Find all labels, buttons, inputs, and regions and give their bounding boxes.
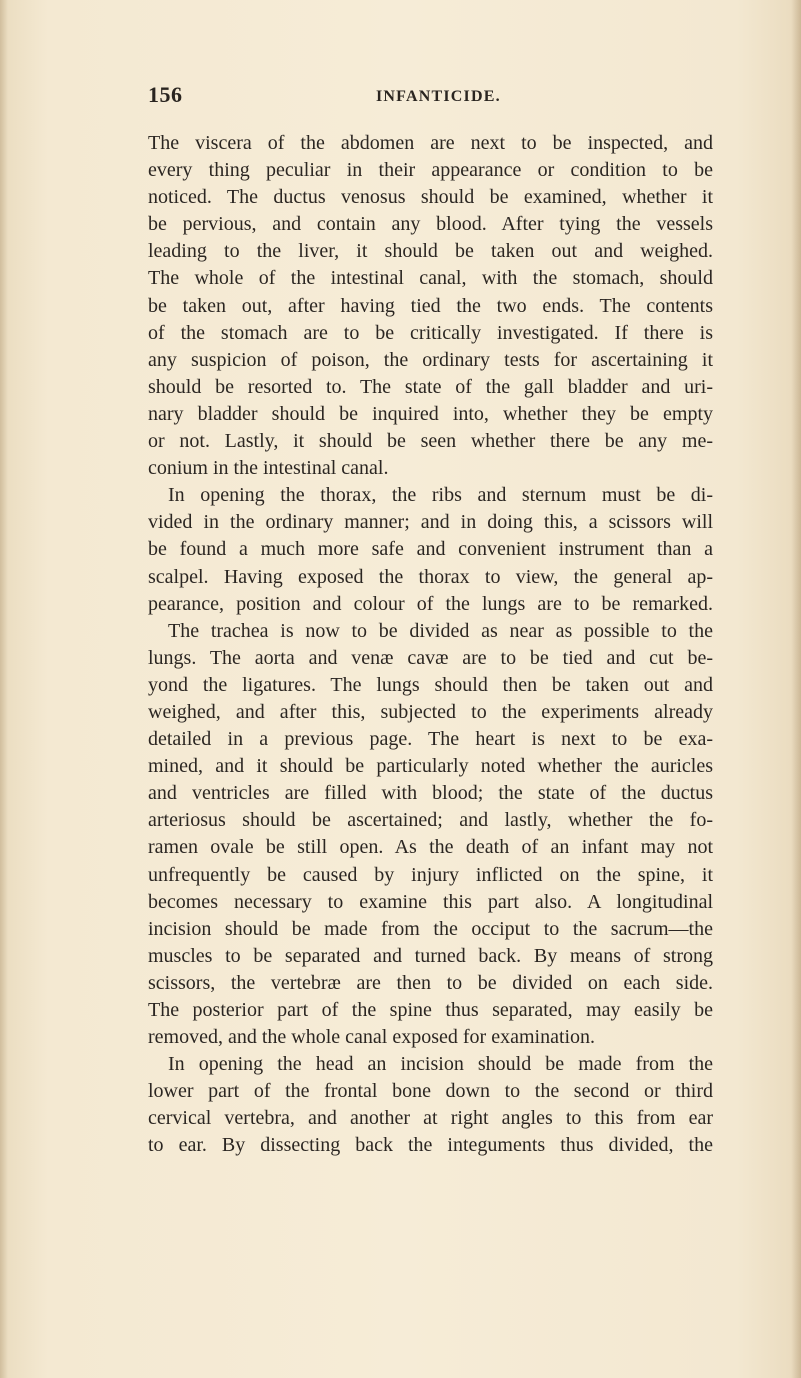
text-line: In opening the head an incision should be made from the: [168, 1053, 713, 1076]
text-line: unfrequently be caused by injury inflicted on the spine, it: [148, 863, 713, 886]
page-right-shadow: [791, 0, 801, 1378]
text-line: vided in the ordinary manner; and in doing this, a scissors will: [148, 511, 713, 534]
running-head: INFANTICIDE.: [376, 88, 501, 105]
text-line: noticed. The ductus venosus should be examined, whether it: [148, 186, 713, 209]
text-line: incision should be made from the occiput to the sacrum—the: [148, 917, 713, 940]
text-line: yond the ligatures. The lungs should then be taken out and: [148, 673, 713, 696]
text-line: any suspicion of poison, the ordinary tests for ascertaining it: [148, 348, 713, 371]
text-line: and ventricles are filled with blood; the state of the ductus: [148, 782, 713, 805]
page-header: [148, 82, 708, 112]
text-line: every thing peculiar in their appearance or condition to be: [148, 159, 713, 182]
text-line: The posterior part of the spine thus separated, may easily be: [148, 999, 713, 1021]
text-line: ramen ovale be still open. As the death of an infant may not: [148, 836, 713, 859]
text-line: lower part of the frontal bone down to the second or third: [148, 1080, 713, 1103]
page-left-shadow: [0, 0, 8, 1378]
text-line: The whole of the intestinal canal, with the stomach, should: [148, 267, 713, 290]
text-line: weighed, and after this, subjected to the experiments already: [148, 700, 713, 723]
text-line: lungs. The aorta and venæ cavæ are to be tied and cut be-: [148, 646, 713, 669]
text-line: scalpel. Having exposed the thorax to view, the general ap-: [148, 565, 713, 588]
body-text: [148, 130, 713, 1160]
text-line: mined, and it should be particularly noted whether the auricles: [148, 755, 713, 778]
text-line: be taken out, after having tied the two ends. The contents: [148, 294, 713, 317]
text-line: The trachea is now to be divided as near as possible to the: [168, 619, 713, 642]
text-line: muscles to be separated and turned back. By means of strong: [148, 944, 713, 967]
text-line: becomes necessary to examine this part also. A longitudinal: [148, 890, 713, 913]
text-line: cervical vertebra, and another at right angles to this from ear: [148, 1107, 713, 1130]
text-line: should be resorted to. The state of the gall bladder and uri-: [148, 375, 713, 398]
text-line: The viscera of the abdomen are next to be inspected, and: [148, 132, 713, 154]
text-line: be pervious, and contain any blood. After tying the vessels: [148, 213, 713, 236]
text-line: leading to the liver, it should be taken out and weighed.: [148, 240, 713, 263]
text-line: or not. Lastly, it should be seen whether there be any me-: [148, 430, 713, 453]
text-line: detailed in a previous page. The heart is next to be exa-: [148, 728, 713, 751]
text-line: be found a much more safe and convenient instrument than a: [148, 538, 713, 561]
text-line: pearance, position and colour of the lungs are to be remarked.: [148, 592, 713, 615]
text-line: arteriosus should be ascertained; and lastly, whether the fo-: [148, 809, 713, 832]
page-number: 156: [148, 82, 183, 107]
text-line: of the stomach are to be critically investigated. If there is: [148, 321, 713, 344]
text-line: conium in the intestinal canal.: [148, 457, 389, 480]
text-line: nary bladder should be inquired into, whether they be empty: [148, 402, 713, 425]
text-line: to ear. By dissecting back the integuments thus divided, the: [148, 1134, 713, 1157]
text-line: In opening the thorax, the ribs and sternum must be di-: [168, 484, 713, 507]
text-line: removed, and the whole canal exposed for examination.: [148, 1026, 596, 1049]
text-line: scissors, the vertebræ are then to be divided on each side.: [148, 971, 713, 994]
